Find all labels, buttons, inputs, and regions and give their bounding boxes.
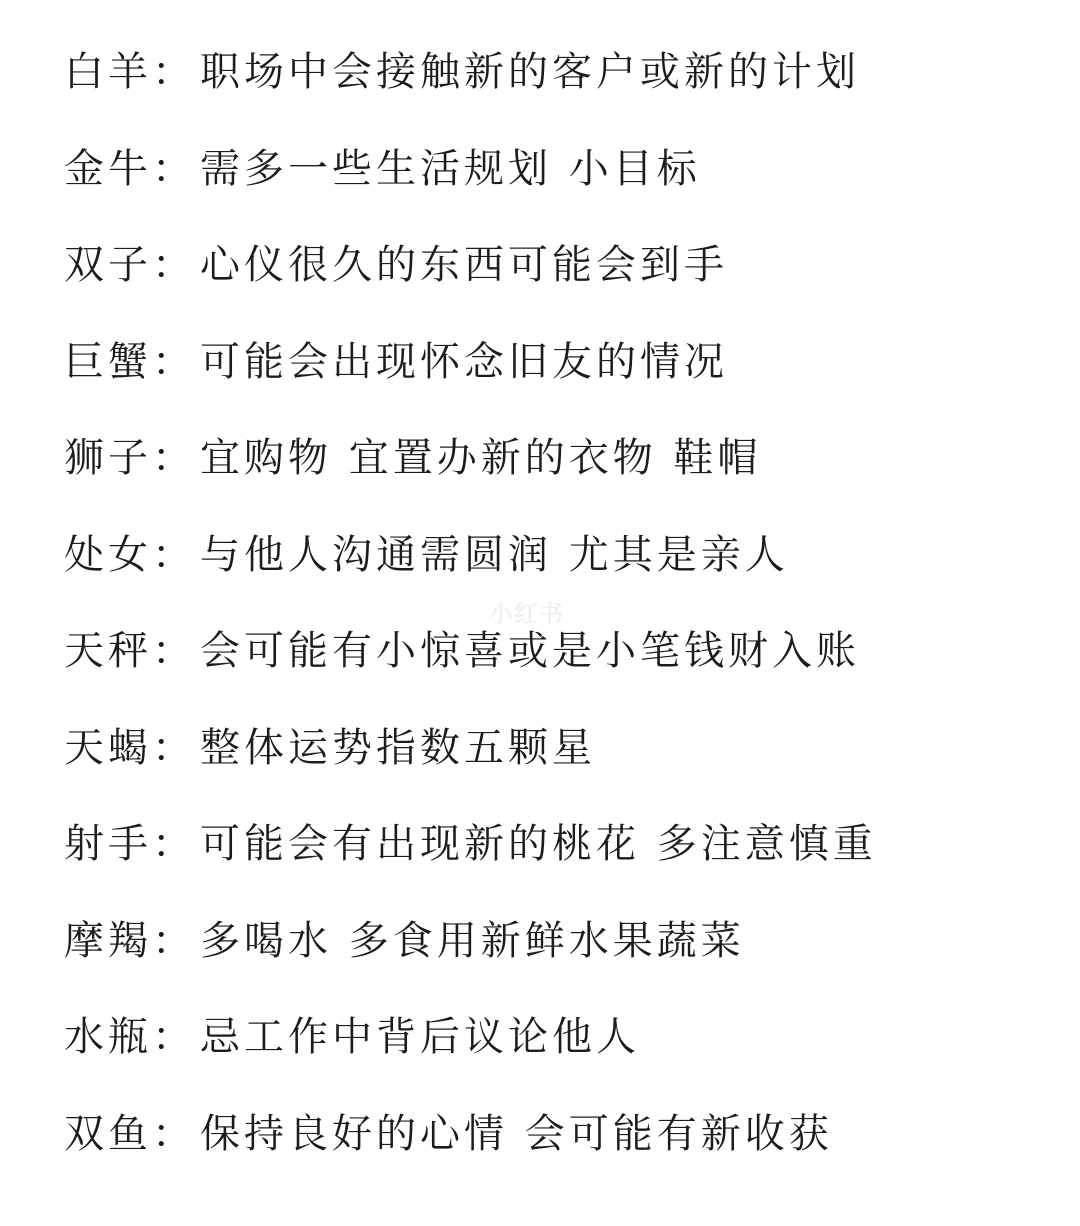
sign-name: 巨蟹	[64, 338, 152, 385]
fortune-text: 整体运势指数五颗星	[200, 724, 596, 771]
colon: ：	[152, 242, 196, 288]
horoscope-row-capricorn	[64, 911, 1054, 1008]
colon: ：	[152, 628, 196, 674]
colon: ：	[152, 1110, 196, 1157]
fortune-text: 宜购物 宜置办新的衣物 鞋帽	[200, 435, 762, 481]
sign-name: 天秤	[64, 628, 152, 674]
watermark: 小红书	[489, 600, 564, 628]
horoscope-row-sagittarius	[64, 814, 1054, 911]
sign-name: 天蝎	[64, 724, 152, 771]
fortune-text: 心仪很久的东西可能会到手	[200, 242, 728, 288]
horoscope-row-taurus	[64, 139, 1054, 236]
horoscope-row-pisces	[64, 1104, 1054, 1201]
horoscope-row-aquarius	[64, 1007, 1054, 1104]
horoscope-row-libra	[64, 621, 1054, 718]
sign-name: 处女	[64, 531, 152, 578]
colon: ：	[152, 821, 196, 867]
horoscope-row-leo	[64, 428, 1054, 525]
sign-name: 射手	[64, 821, 152, 867]
colon: ：	[152, 1014, 196, 1060]
sign-name: 双子	[64, 242, 152, 288]
horoscope-row-scorpio	[64, 718, 1054, 815]
colon: ：	[152, 435, 196, 481]
colon: ：	[152, 338, 196, 385]
colon: ：	[152, 724, 196, 771]
horoscope-row-aries	[64, 42, 1054, 139]
colon: ：	[152, 49, 196, 95]
fortune-text: 职场中会接触新的客户或新的计划	[200, 49, 860, 95]
fortune-text: 会可能有小惊喜或是小笔钱财入账	[200, 628, 860, 674]
fortune-text: 保持良好的心情 会可能有新收获	[200, 1110, 833, 1157]
fortune-text: 多喝水 多食用新鲜水果蔬菜	[200, 917, 745, 964]
sign-name: 白羊	[64, 49, 152, 95]
colon: ：	[152, 145, 196, 192]
sign-name: 狮子	[64, 435, 152, 481]
sign-name: 摩羯	[64, 917, 152, 964]
fortune-text: 可能会出现怀念旧友的情况	[200, 338, 728, 385]
fortune-text: 与他人沟通需圆润 尤其是亲人	[200, 531, 789, 578]
sign-name: 水瓶	[64, 1014, 152, 1060]
fortune-text: 忌工作中背后议论他人	[200, 1014, 640, 1060]
colon: ：	[152, 917, 196, 964]
fortune-text: 需多一些生活规划 小目标	[200, 145, 701, 192]
horoscope-row-gemini	[64, 235, 1054, 332]
sign-name: 金牛	[64, 145, 152, 192]
horoscope-row-cancer	[64, 332, 1054, 429]
sign-name: 双鱼	[64, 1110, 152, 1157]
colon: ：	[152, 531, 196, 578]
fortune-text: 可能会有出现新的桃花 多注意慎重	[200, 821, 877, 867]
